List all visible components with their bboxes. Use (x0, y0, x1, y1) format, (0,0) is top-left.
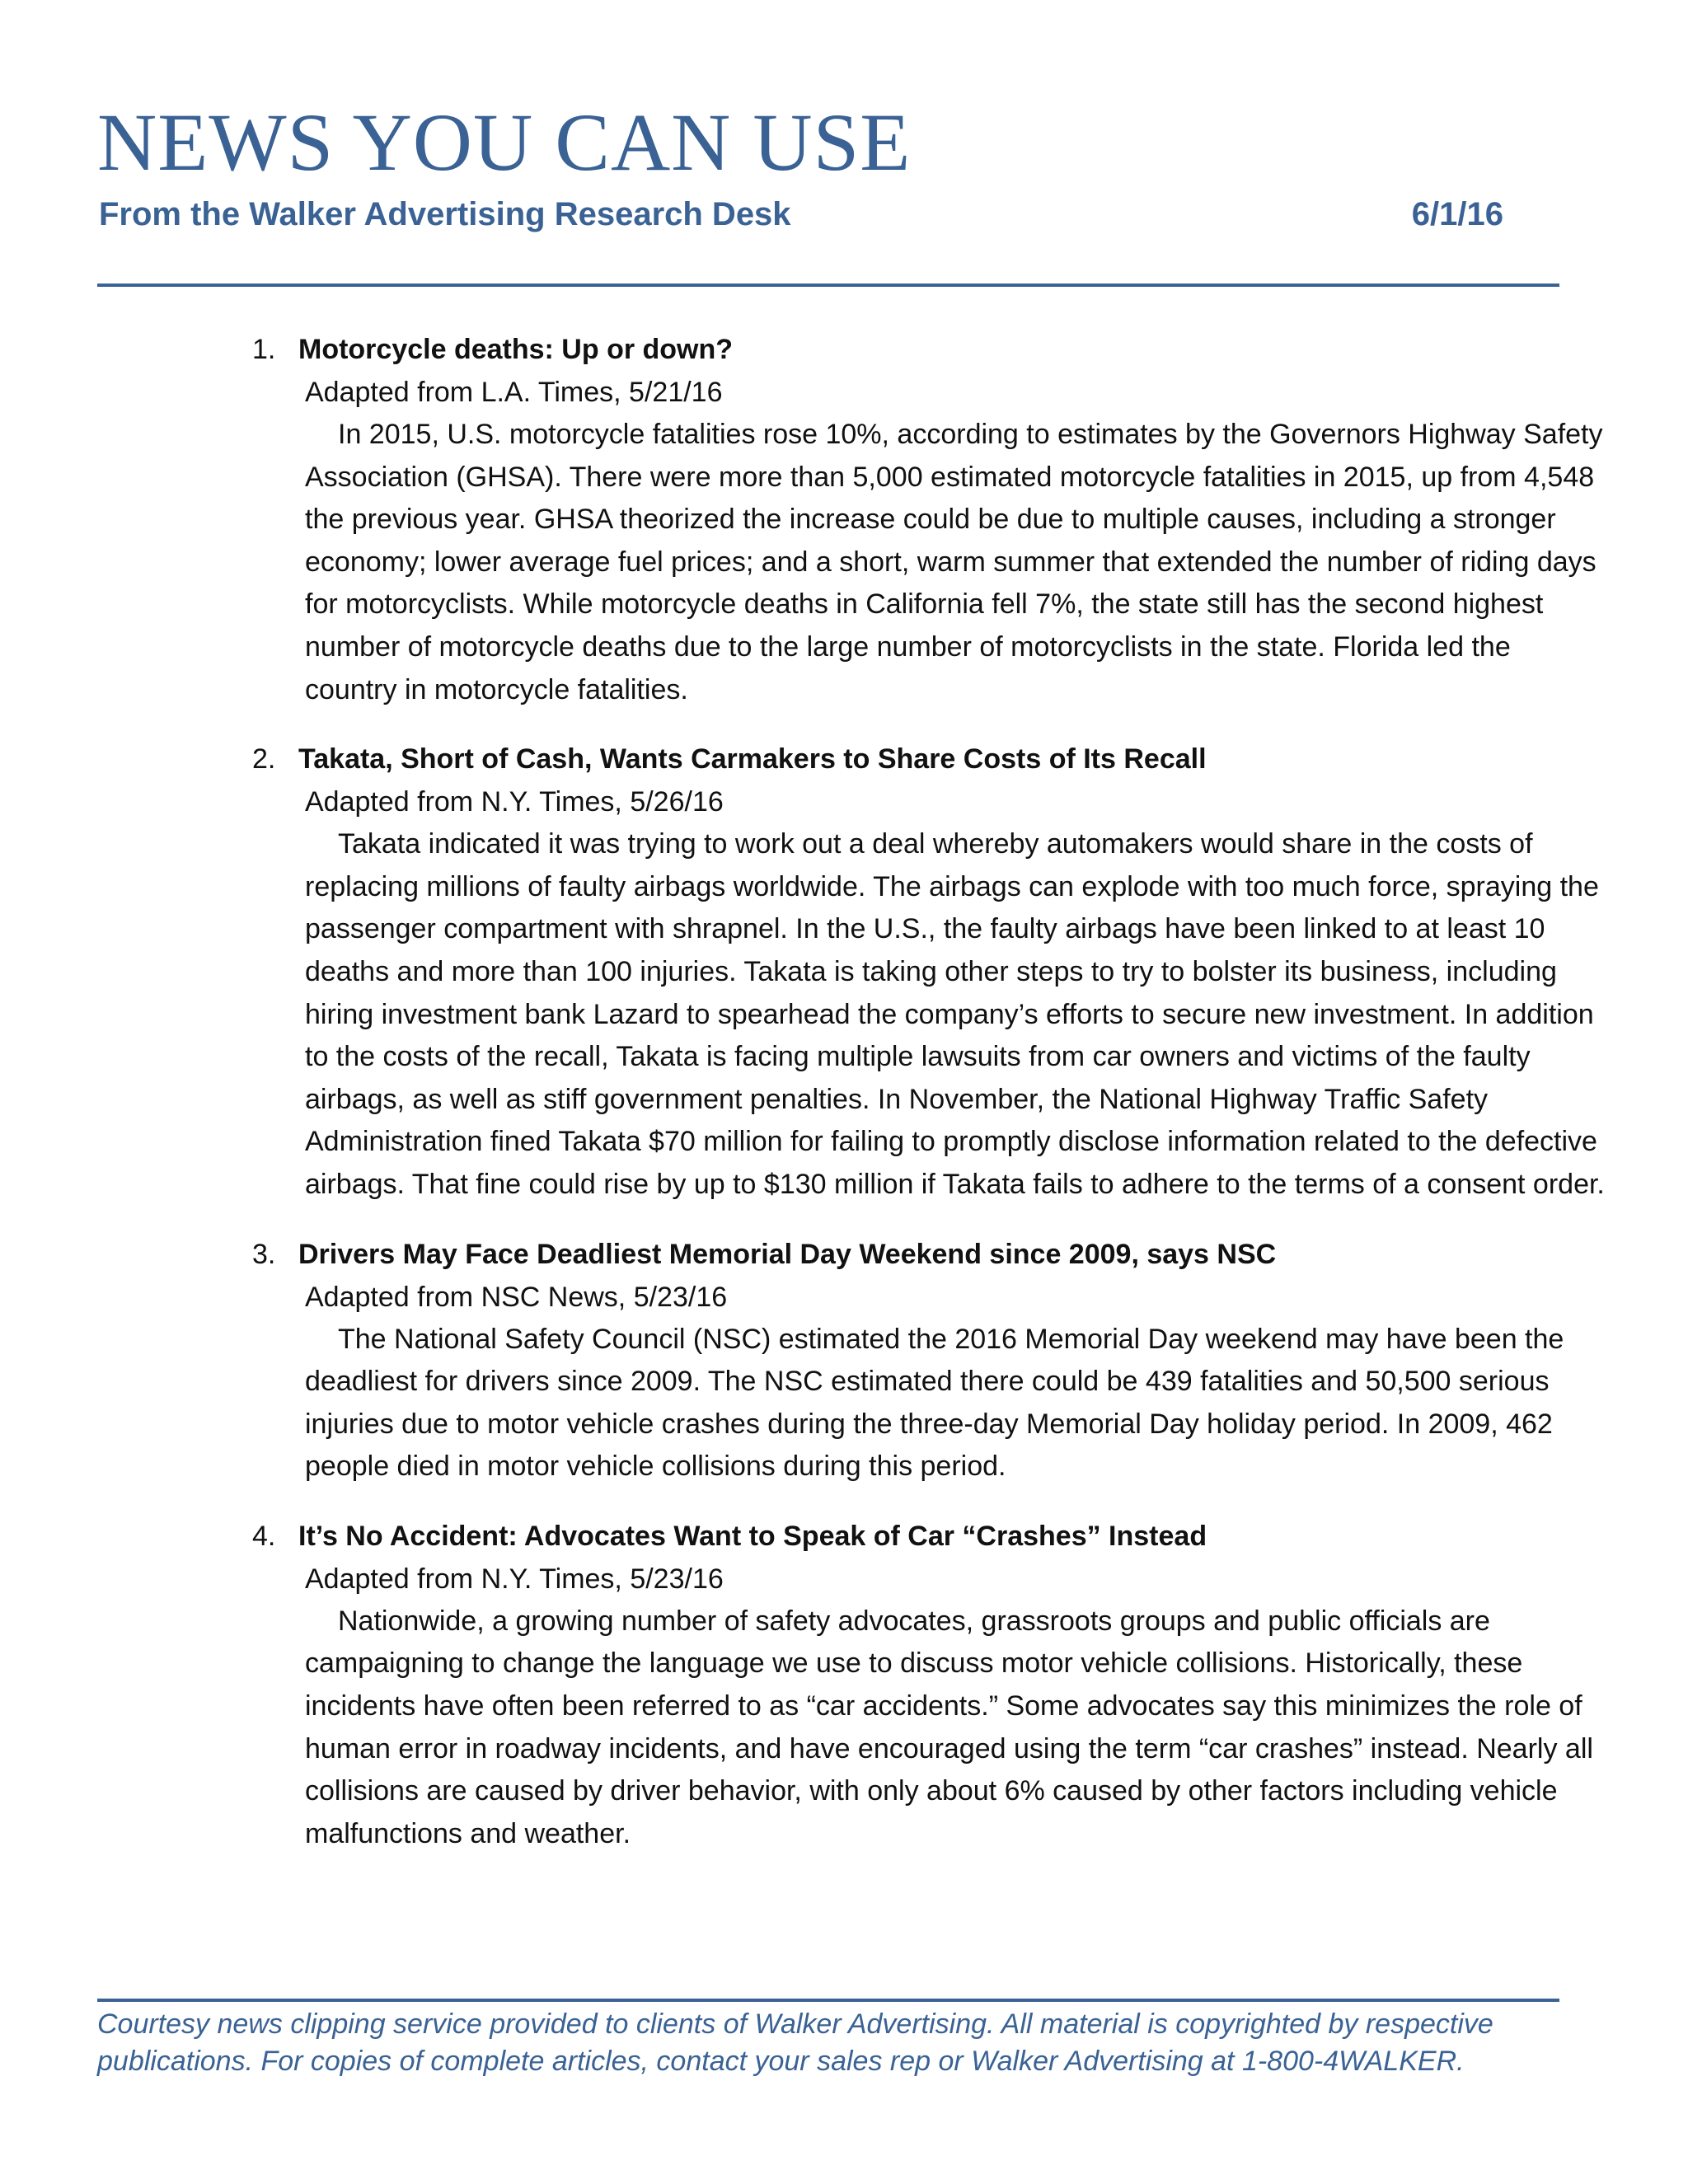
article-number: 1. (252, 334, 276, 365)
article-body: Takata indicated it was trying to work out a deal whereby automakers would share in the costs of replacing millions of faulty airbags worldwide. The airbags can explode with too much force, spraying the passenger compartment with shrapnel. In the U.S., the faulty airbags have been linked to at least 10 deaths and more than 100 injuries. Takata is taking other steps to try to bolster its business, including hiring investment bank Lazard to spearhead the company’s efforts to secure new investment. In addition to the costs of the recall, Takata is facing multiple lawsuits from car owners and victims of the faulty airbags, as well as stiff government penalties. In November, the National Highway Traffic Safety Administration fined Takata $70 million for failing to promptly disclose information related to the defective airbags. That fine could rise by up to $130 million if Takata fails to adhere to the terms of a consent order. (305, 828, 1605, 1200)
article-number: 3. (252, 1238, 276, 1270)
article-number: 4. (252, 1520, 276, 1552)
article-headline: Takata, Short of Cash, Wants Carmakers to Share Costs of Its Recall (298, 743, 1207, 776)
article-item (252, 1515, 1604, 1856)
article-headline: Motorcycle deaths: Up or down? (298, 334, 734, 365)
research-desk-subtitle: From the Walker Advertising Research Desk (99, 196, 791, 232)
newsletter-title: NEWS YOU CAN USE (97, 96, 912, 188)
article-body: The National Safety Council (NSC) estimated the 2016 Memorial Day weekend may have been the deadliest for drivers since 2009. The NSC estimated there could be 439 fatalities and 50,500 serious injuries due to motor vehicle crashes during the three-day Memorial Day holiday period. In 2009, 462 people died in motor vehicle collisions during this period. (305, 1323, 1564, 1483)
article-body: Nationwide, a growing number of safety advocates, grassroots groups and public officials are campaigning to change the language we use to discuss motor vehicle collisions. Historically, these incidents have often been referred to as “car accidents.” Some advocates say this minimizes the role of human error in roadway incidents, and have encouraged using the term “car crashes” instead. Nearly all collisions are caused by driver behavior, with only about 6% caused by other factors including vehicle malfunctions and weather. (305, 1605, 1593, 1849)
article-source: Adapted from L.A. Times, 5/21/16 (305, 377, 723, 408)
issue-date: 6/1/16 (1411, 196, 1503, 232)
footer-divider (97, 1999, 1559, 2002)
article-source: Adapted from NSC News, 5/23/16 (305, 1281, 728, 1313)
article-item (252, 738, 1604, 1206)
article-list (252, 328, 1604, 1882)
article-item (252, 328, 1604, 711)
subtitle-row (99, 191, 1503, 237)
article-item (252, 1233, 1604, 1488)
article-source: Adapted from N.Y. Times, 5/26/16 (305, 786, 724, 818)
article-body: In 2015, U.S. motorcycle fatalities rose 10%, according to estimates by the Governors Highway Safety Association (GHSA). There were more than 5,000 estimated motorcycle fatalities in 2015, up from 4,548 the previous year. GHSA theorized the increase could be due to multiple causes, including a stronger economy; lower average fuel prices; and a short, warm summer that extended the number of riding days for motorcyclists. While motorcycle deaths in California fell 7%, the state still has the second highest number of motorcycle deaths due to the large number of motorcyclists in the state. Florida led the country in motorcycle fatalities. (305, 419, 1603, 705)
footer-disclaimer: Courtesy news clipping service provided to clients of Walker Advertising. All material is copyrighted by respective publications. For copies of complete articles, contact your sales rep or Walker Advertising at 1-800-4WALKER. (97, 2008, 1493, 2077)
article-headline: Drivers May Face Deadliest Memorial Day Weekend since 2009, says NSC (298, 1238, 1277, 1270)
article-number: 2. (252, 743, 276, 776)
article-source: Adapted from N.Y. Times, 5/23/16 (305, 1563, 724, 1595)
header-divider (97, 284, 1559, 287)
article-headline: It’s No Accident: Advocates Want to Speak of Car “Crashes” Instead (298, 1520, 1207, 1552)
